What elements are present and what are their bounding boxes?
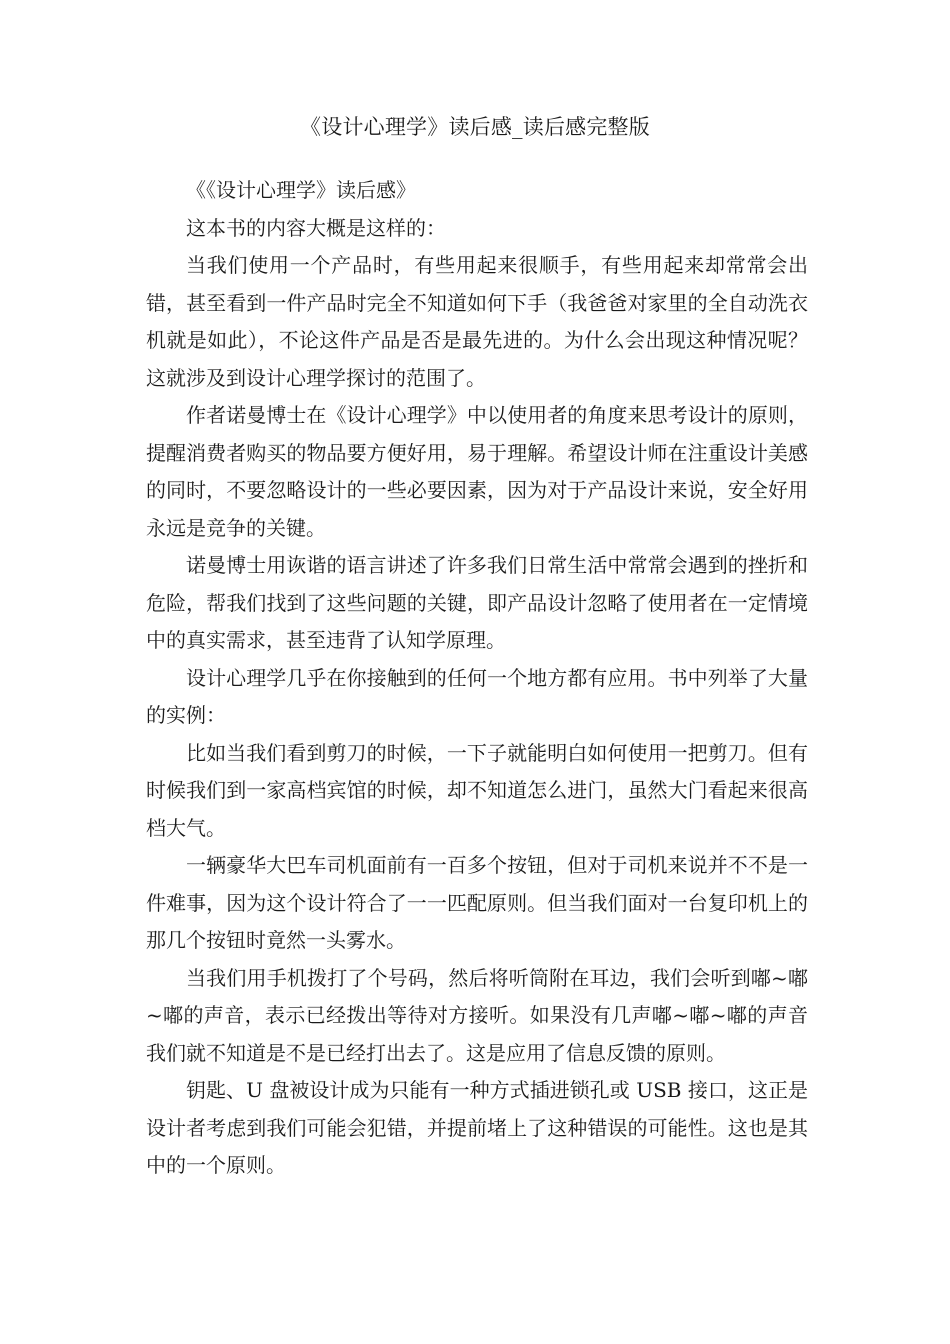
paragraph: 当我们使用一个产品时，有些用起来很顺手，有些用起来却常常会出错，甚至看到一件产品时完全不知道如何下手（我爸爸对家里的全自动洗衣机就是如此），不论这件产品是否是最先进的。为什么会出现这种情况呢？这就涉及到设计心理学探讨的范围了。 — [146, 253, 808, 390]
document-body — [146, 172, 808, 1185]
paragraph: 这本书的内容大概是这样的： — [186, 215, 446, 240]
paragraph: 钥匙、U 盘被设计成为只能有一种方式插进锁孔或 USB 接口，这正是设计者考虑到我们可能会犯错，并提前堵上了这种错误的可能性。这也是其中的一个原则。 — [146, 1078, 808, 1177]
paragraph: 诺曼博士用诙谐的语言讲述了许多我们日常生活中常常会遇到的挫折和危险，帮我们找到了这些问题的关键，即产品设计忽略了使用者在一定情境中的真实需求，甚至违背了认知学原理。 — [146, 553, 808, 652]
paragraph: 比如当我们看到剪刀的时候，一下子就能明白如何使用一把剪刀。但有时候我们到一家高档宾馆的时候，却不知道怎么进门，虽然大门看起来很高档大气。 — [146, 740, 808, 840]
paragraph: 一辆豪华大巴车司机面前有一百多个按钮，但对于司机来说并不不是一件难事，因为这个设计符合了一一匹配原则。但当我们面对一台复印机上的那几个按钮时竟然一头雾水。 — [146, 853, 808, 952]
paragraph: 《《设计心理学》读后感》 — [186, 178, 416, 202]
paragraph: 当我们用手机拨打了个号码，然后将听筒附在耳边，我们会听到嘟~嘟~嘟的声音，表示已经拨出等待对方接听。如果没有几声嘟~嘟~嘟的声音我们就不知道是不是已经打出去了。这是应用了信息反馈的原则。 — [146, 965, 808, 1065]
document-title: 《设计心理学》读后感_读后感完整版 — [300, 115, 650, 139]
paragraph: 设计心理学几乎在你接触到的任何一个地方都有应用。书中列举了大量的实例： — [146, 665, 808, 727]
paragraph: 作者诺曼博士在《设计心理学》中以使用者的角度来思考设计的原则，提醒消费者购买的物品要方便好用，易于理解。希望设计师在注重设计美感的同时，不要忽略设计的一些必要因素，因为对于产品设计来说，安全好用永远是竞争的关键。 — [146, 403, 808, 540]
